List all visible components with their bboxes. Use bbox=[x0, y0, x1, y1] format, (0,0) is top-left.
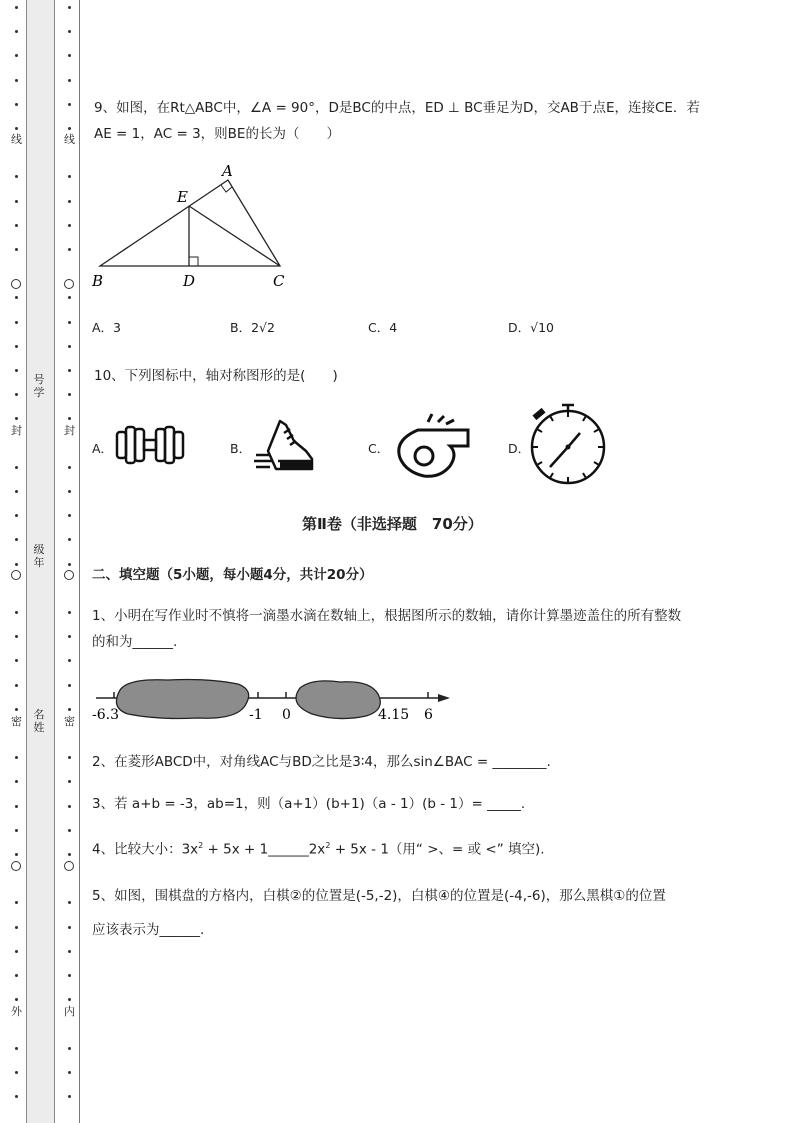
whistle-icon bbox=[388, 410, 478, 482]
stopwatch-tick bbox=[594, 430, 598, 433]
fill-q2: 2、在菱形ABCD中，对角线AC与BD之比是3∶4，那么sin∠BAC = ________. bbox=[92, 754, 551, 770]
fill-q5-line1: 5、如图，围棋盘的方格内，白棋②的位置是(-5,-2)，白棋④的位置是(-4,-6)，那么黑棋①的位置 bbox=[92, 888, 666, 904]
margin-dot bbox=[68, 466, 71, 469]
margin-dot bbox=[15, 635, 18, 638]
margin-dot bbox=[15, 6, 18, 9]
stopwatch-tick bbox=[583, 417, 586, 421]
fill-q4-exp1: 2 bbox=[198, 841, 204, 850]
margin-char-xian-right: 线 bbox=[64, 133, 75, 146]
field-name: 名姓 bbox=[33, 708, 45, 734]
stopwatch-tick bbox=[538, 462, 542, 465]
binding-line bbox=[79, 0, 80, 1123]
margin-char-mi-right: 密 bbox=[64, 715, 75, 728]
margin-dot bbox=[15, 950, 18, 953]
margin-dot bbox=[68, 175, 71, 178]
margin-dot bbox=[68, 490, 71, 493]
margin-dot bbox=[15, 563, 18, 566]
q9-stem-line1: 9、如图，在Rt△ABC中，∠A = 90°，D是BC的中点，ED ⊥ BC垂足为D，交AB于点E，连接CE．若 bbox=[94, 100, 700, 116]
margin-dot bbox=[68, 393, 71, 396]
margin-dot bbox=[68, 611, 71, 614]
margin-dot bbox=[68, 1071, 71, 1074]
margin-char-feng-right: 封 bbox=[64, 424, 75, 437]
q10-stem: 10、下列图标中，轴对称图形的是( ) bbox=[94, 368, 338, 384]
margin-dot bbox=[15, 708, 18, 711]
margin-circle bbox=[64, 861, 74, 871]
tick-label-neg6-3: -6.3 bbox=[92, 707, 119, 723]
margin-dot bbox=[15, 974, 18, 977]
margin-dot bbox=[15, 54, 18, 57]
margin-dot bbox=[15, 780, 18, 783]
margin-dot bbox=[15, 853, 18, 856]
margin-circle bbox=[11, 279, 21, 289]
fill-q4-mid1: + 5x + 1______2x bbox=[203, 841, 326, 858]
q9-option-c[interactable]: C．4 bbox=[368, 320, 398, 335]
margin-dot bbox=[68, 514, 71, 517]
margin-dot bbox=[68, 200, 71, 203]
stopwatch-tick bbox=[594, 462, 598, 465]
margin-char-mi-left: 密 bbox=[11, 715, 22, 728]
margin-dot bbox=[15, 901, 18, 904]
margin-dot bbox=[68, 805, 71, 808]
margin-dot bbox=[15, 490, 18, 493]
margin-dot bbox=[68, 998, 71, 1001]
fill-q1-line1: 1、小明在写作业时不慎将一滴墨水滴在数轴上，根据图所示的数轴，请你计算墨迹盖住的所有整数 bbox=[92, 608, 682, 624]
margin-dot bbox=[15, 805, 18, 808]
margin-circle bbox=[11, 861, 21, 871]
margin-dot bbox=[15, 369, 18, 372]
margin-dot bbox=[68, 756, 71, 759]
margin-dot bbox=[68, 708, 71, 711]
label-C: C bbox=[273, 272, 285, 290]
margin-dot bbox=[68, 1047, 71, 1050]
margin-dot bbox=[68, 635, 71, 638]
fill-q5-line2: 应该表示为______. bbox=[92, 922, 205, 938]
margin-dot bbox=[68, 296, 71, 299]
q10-option-b[interactable]: B． bbox=[230, 441, 252, 456]
margin-dot bbox=[15, 127, 18, 130]
margin-dot bbox=[68, 321, 71, 324]
q9-option-d[interactable]: D．√10 bbox=[508, 320, 554, 335]
margin-char-nei-right: 内 bbox=[64, 1005, 75, 1018]
q9-stem-line2: AE = 1，AC = 3，则BE的长为（ ） bbox=[94, 126, 340, 142]
q10-option-a[interactable]: A． bbox=[92, 441, 114, 456]
margin-dot bbox=[15, 829, 18, 832]
margin-dot bbox=[15, 998, 18, 1001]
stopwatch-tick bbox=[551, 473, 554, 477]
margin-dot bbox=[68, 6, 71, 9]
margin-dot bbox=[15, 659, 18, 662]
margin-circle bbox=[64, 279, 74, 289]
field-student-number: 号学 bbox=[33, 373, 45, 399]
margin-dot bbox=[68, 1095, 71, 1098]
margin-dot bbox=[68, 30, 71, 33]
sneaker-icon bbox=[250, 415, 322, 477]
fill-q1-line2: 的和为______. bbox=[92, 634, 178, 650]
label-D: D bbox=[183, 272, 196, 290]
margin-dot bbox=[68, 417, 71, 420]
tick-label-neg1: -1 bbox=[249, 707, 263, 723]
margin-dot bbox=[15, 224, 18, 227]
margin-dot bbox=[15, 538, 18, 541]
margin-dot bbox=[15, 756, 18, 759]
margin-char-wai-left: 外 bbox=[11, 1005, 22, 1018]
margin-dot bbox=[15, 103, 18, 106]
margin-dot bbox=[15, 684, 18, 687]
margin-dot bbox=[68, 901, 71, 904]
label-A: A bbox=[222, 162, 233, 180]
margin-dot bbox=[15, 611, 18, 614]
margin-dot bbox=[68, 103, 71, 106]
margin-dot bbox=[15, 1071, 18, 1074]
margin-dot bbox=[68, 659, 71, 662]
tick-label-0: 0 bbox=[282, 707, 291, 723]
margin-dot bbox=[15, 1095, 18, 1098]
margin-dot bbox=[68, 369, 71, 372]
margin-dot bbox=[15, 1047, 18, 1050]
margin-dot bbox=[15, 175, 18, 178]
margin-circle bbox=[11, 570, 21, 580]
q10-option-d[interactable]: D． bbox=[508, 441, 531, 456]
margin-dot bbox=[68, 538, 71, 541]
stopwatch-tick bbox=[538, 430, 542, 433]
margin-dot bbox=[15, 321, 18, 324]
margin-dot bbox=[68, 248, 71, 251]
margin-dot bbox=[68, 224, 71, 227]
margin-dot bbox=[15, 417, 18, 420]
margin-dot bbox=[68, 974, 71, 977]
margin-circle bbox=[64, 570, 74, 580]
margin-dot bbox=[15, 200, 18, 203]
margin-dot bbox=[68, 563, 71, 566]
margin-char-xian-left: 线 bbox=[11, 133, 22, 146]
tick-label-6: 6 bbox=[424, 707, 433, 723]
q9-triangle-figure bbox=[88, 160, 298, 295]
fill-q4-prefix: 4、比较大小：3x bbox=[92, 841, 199, 858]
stopwatch-tick bbox=[583, 473, 586, 477]
fill-q4 bbox=[92, 836, 545, 860]
part2-title: 第Ⅱ卷（非选择题 70分） bbox=[302, 515, 483, 533]
fill-q4-mid2: + 5x - 1（用“ >、= 或 <” 填空). bbox=[330, 841, 545, 858]
margin-dot bbox=[68, 829, 71, 832]
margin-char-feng-left: 封 bbox=[11, 424, 22, 437]
margin-dot bbox=[15, 345, 18, 348]
label-E: E bbox=[177, 188, 188, 206]
number-line-figure bbox=[88, 674, 458, 726]
dumbbell-icon bbox=[112, 422, 192, 468]
stopwatch-tick bbox=[551, 417, 554, 421]
margin-dot bbox=[68, 127, 71, 130]
margin-dot bbox=[15, 79, 18, 82]
stopwatch-icon bbox=[528, 403, 614, 489]
margin-dot bbox=[68, 345, 71, 348]
margin-dot bbox=[68, 684, 71, 687]
margin-dot bbox=[68, 853, 71, 856]
margin-dot bbox=[15, 30, 18, 33]
q10-option-c[interactable]: C． bbox=[368, 441, 390, 456]
margin-dot bbox=[15, 926, 18, 929]
q9-option-a[interactable]: A．3 bbox=[92, 320, 122, 335]
margin-dot bbox=[15, 466, 18, 469]
tick-label-4-15: 4.15 bbox=[378, 707, 410, 723]
label-B: B bbox=[92, 272, 104, 290]
margin-dot bbox=[68, 950, 71, 953]
fill-q4-exp2: 2 bbox=[325, 841, 331, 850]
margin-dot bbox=[15, 514, 18, 517]
q9-option-b[interactable]: B．2√2 bbox=[230, 320, 275, 335]
margin-dot bbox=[68, 79, 71, 82]
fill-q3: 3、若 a+b = -3，ab=1，则（a+1）(b+1)（a - 1）(b - 1）= _____. bbox=[92, 796, 526, 812]
margin-dot bbox=[68, 780, 71, 783]
margin-dot bbox=[68, 54, 71, 57]
field-grade: 级年 bbox=[33, 543, 45, 569]
margin-dot bbox=[15, 248, 18, 251]
margin-dot bbox=[15, 296, 18, 299]
section-fill-in-title: 二、填空题（5小题，每小题4分，共计20分） bbox=[92, 567, 373, 583]
margin-dot bbox=[68, 926, 71, 929]
margin-dot bbox=[15, 393, 18, 396]
